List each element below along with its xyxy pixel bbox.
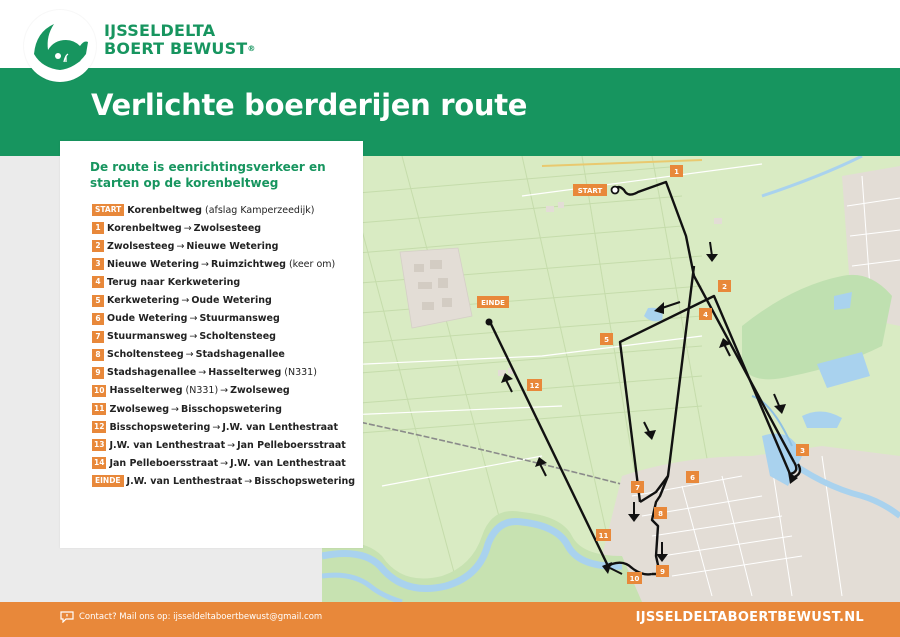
arrow-right-icon: → xyxy=(244,475,253,487)
step-to: Stadshagenallee xyxy=(195,349,285,361)
step-badge: 2 xyxy=(92,240,104,252)
arrow-right-icon: → xyxy=(183,222,192,234)
arrow-right-icon: → xyxy=(201,258,209,270)
arrow-right-icon: → xyxy=(176,240,185,252)
map-marker-2[interactable] xyxy=(718,280,731,292)
map-marker-8[interactable] xyxy=(654,507,667,519)
page-title: Verlichte boerderijen route xyxy=(91,88,528,122)
step-note: (N331) xyxy=(185,385,219,397)
step-from: Korenbeltweg xyxy=(107,222,182,234)
route-step xyxy=(92,454,355,472)
step-badge: 13 xyxy=(94,440,105,450)
step-to: Jan Pelleboersstraat xyxy=(237,439,346,451)
brand-wordmark xyxy=(104,22,256,58)
route-card-title: De route is eenrichtingsverkeer en starten op de korenbeltweg xyxy=(90,160,326,190)
end-point[interactable] xyxy=(486,319,493,326)
step-badge: 10 xyxy=(94,385,105,395)
route-step xyxy=(92,400,355,418)
map-marker-label: 6 xyxy=(690,474,695,482)
footer xyxy=(0,602,900,637)
step-badge: 8 xyxy=(92,349,104,361)
map-marker-1[interactable] xyxy=(670,165,683,177)
map-marker-label: START xyxy=(577,187,603,195)
step-from: Stadshagenallee xyxy=(107,367,197,379)
arrow-right-icon: → xyxy=(189,331,198,343)
route-step xyxy=(92,382,355,400)
step-from: Oude Wetering xyxy=(107,313,188,325)
step-to: J.W. van Lenthestraat xyxy=(222,421,339,433)
map-marker-label: 12 xyxy=(529,382,540,390)
map-marker-4[interactable] xyxy=(699,308,712,320)
arrow-right-icon: → xyxy=(181,295,190,307)
route-step xyxy=(92,273,355,291)
step-to: Nieuwe Wetering xyxy=(186,240,279,252)
step-to: Scholtensteeg xyxy=(199,331,276,343)
brand-line-1: IJSSELDELTA xyxy=(104,21,216,40)
brand-line-2: BOERT BEWUST xyxy=(104,39,248,58)
map-marker-label: 4 xyxy=(703,311,708,319)
map-marker-5[interactable] xyxy=(600,333,613,345)
contact-text: Contact? Mail ons op: ijsseldeltaboertbewust@gmail.com xyxy=(79,612,323,622)
map-marker-einde[interactable] xyxy=(477,296,509,308)
map-canvas xyxy=(322,156,900,602)
step-badge: EINDE xyxy=(92,475,124,487)
map-marker-12[interactable] xyxy=(527,379,542,391)
route-step xyxy=(92,328,355,346)
map-marker-label: 8 xyxy=(658,510,663,518)
arrow-right-icon: → xyxy=(227,439,236,451)
step-from: J.W. van Lenthestraat xyxy=(109,439,226,451)
arrow-right-icon: → xyxy=(212,421,221,433)
step-badge: 1 xyxy=(92,222,104,234)
step-to: Bisschopswetering xyxy=(180,403,282,415)
route-card xyxy=(60,141,363,548)
step-badge: START xyxy=(92,204,124,216)
map-marker-start[interactable] xyxy=(573,184,607,196)
map-marker-9[interactable] xyxy=(656,565,669,577)
map-marker-label: EINDE xyxy=(481,299,505,307)
footer-contact[interactable] xyxy=(60,611,322,623)
map-marker-11[interactable] xyxy=(596,529,611,541)
step-from: Stuurmansweg xyxy=(107,331,188,343)
route-steps-list xyxy=(92,201,355,491)
arrow-right-icon: → xyxy=(189,313,198,325)
step-from: Kerkwetering xyxy=(107,295,180,307)
route-step xyxy=(92,472,355,490)
step-badge: 14 xyxy=(94,458,105,468)
step-to: J.W. van Lenthestraat xyxy=(230,457,346,469)
step-badge: 3 xyxy=(92,258,104,270)
step-badge: 6 xyxy=(92,313,104,325)
map-marker-label: 10 xyxy=(629,575,640,583)
step-from: Scholtensteeg xyxy=(107,349,184,361)
step-to: Ruimzichtweg xyxy=(210,258,286,270)
step-note: (afslag Kamperzeedijk) xyxy=(204,204,315,216)
registered-mark: ® xyxy=(247,44,256,53)
step-from: Bisschopswetering xyxy=(109,421,211,433)
step-from: J.W. van Lenthestraat xyxy=(126,475,243,487)
start-point[interactable] xyxy=(612,187,619,194)
route-step xyxy=(92,291,355,309)
step-badge: 12 xyxy=(94,422,105,432)
step-to: Zwolseweg xyxy=(230,385,290,397)
step-to: Zwolsesteeg xyxy=(193,222,262,234)
step-from: Zwolsesteeg xyxy=(107,240,175,252)
step-badge: 11 xyxy=(94,404,105,414)
step-badge: 5 xyxy=(92,295,104,307)
step-from: Korenbeltweg xyxy=(127,204,202,216)
route-map[interactable] xyxy=(322,156,900,602)
step-from: Nieuwe Wetering xyxy=(107,258,200,270)
route-step xyxy=(92,436,355,454)
route-step xyxy=(92,219,355,237)
arrow-right-icon: → xyxy=(171,403,179,415)
logo[interactable] xyxy=(24,10,96,82)
logo-emblem-icon xyxy=(24,10,96,82)
step-from: Terug naar Kerkwetering xyxy=(107,276,241,288)
step-to: Bisschopswetering xyxy=(254,475,356,487)
map-marker-7[interactable] xyxy=(631,481,644,493)
step-from: Jan Pelleboersstraat xyxy=(109,457,219,469)
map-marker-3[interactable] xyxy=(796,444,809,456)
arrow-right-icon: → xyxy=(220,457,229,469)
map-marker-label: 11 xyxy=(598,532,609,540)
route-step xyxy=(92,346,355,364)
step-badge: 7 xyxy=(92,331,104,343)
map-marker-label: 9 xyxy=(660,568,665,576)
step-badge: 9 xyxy=(92,367,104,379)
step-to: Oude Wetering xyxy=(191,295,272,307)
map-marker-6[interactable] xyxy=(686,471,699,483)
route-step xyxy=(92,364,355,382)
route-step xyxy=(92,255,355,273)
route-step xyxy=(92,201,355,219)
map-marker-label: 1 xyxy=(674,168,679,176)
map-marker-10[interactable] xyxy=(627,572,642,584)
chat-bubble-icon xyxy=(60,611,74,623)
step-from: Hasselterweg xyxy=(109,385,183,397)
map-marker-label: 5 xyxy=(604,336,609,344)
route-step xyxy=(92,418,355,436)
route-step xyxy=(92,310,355,328)
map-marker-label: 7 xyxy=(635,484,640,492)
step-to: Hasselterweg xyxy=(208,367,282,379)
arrow-right-icon: → xyxy=(185,349,194,361)
arrow-right-icon: → xyxy=(198,367,207,379)
step-to: Stuurmansweg xyxy=(199,313,280,325)
step-from: Zwolseweg xyxy=(109,403,170,415)
arrow-right-icon: → xyxy=(220,385,229,397)
map-marker-label: 2 xyxy=(722,283,727,291)
route-step xyxy=(92,237,355,255)
map-marker-label: 3 xyxy=(800,447,805,455)
step-note: (N331) xyxy=(284,367,317,379)
website-link[interactable]: IJSSELDELTABOERTBEWUST.NL xyxy=(635,610,864,625)
step-note: (keer om) xyxy=(288,258,336,270)
step-badge: 4 xyxy=(92,276,104,288)
